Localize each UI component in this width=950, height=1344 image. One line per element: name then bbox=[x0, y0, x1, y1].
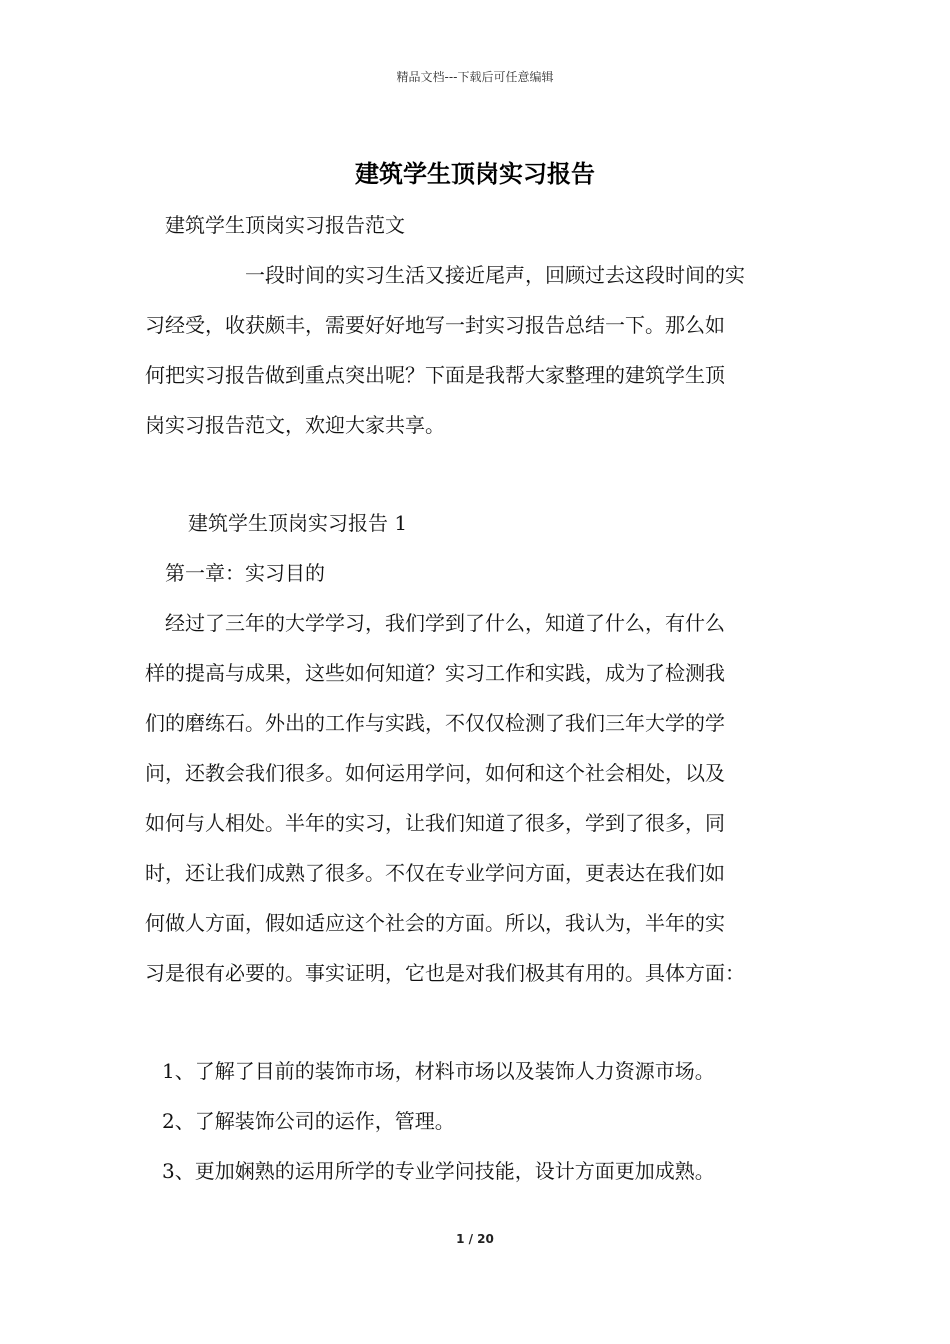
list-item: 1、了解了目前的装饰市场，材料市场以及装饰人力资源市场。 bbox=[162, 1059, 715, 1083]
paragraph-line: 们的磨练石。外出的工作与实践，不仅仅检测了我们三年大学的学 bbox=[145, 711, 725, 735]
paragraph-line: 问，还教会我们很多。如何运用学问，如何和这个社会相处，以及 bbox=[145, 761, 725, 785]
paragraph-line: 经过了三年的大学学习，我们学到了什么，知道了什么，有什么 bbox=[165, 611, 725, 635]
intro-line: 何把实习报告做到重点突出呢？下面是我帮大家整理的建筑学生顶 bbox=[145, 363, 725, 387]
chapter-heading: 第一章：实习目的 bbox=[165, 561, 325, 585]
intro-line: 习经受，收获颇丰，需要好好地写一封实习报告总结一下。那么如 bbox=[145, 313, 725, 337]
paragraph-line: 如何与人相处。半年的实习，让我们知道了很多，学到了很多，同 bbox=[145, 811, 725, 835]
list-item: 2、了解装饰公司的运作，管理。 bbox=[162, 1109, 455, 1133]
page-number: 1 / 20 bbox=[456, 1232, 494, 1246]
paragraph-line: 时，还让我们成熟了很多。不仅在专业学问方面，更表达在我们如 bbox=[145, 861, 725, 885]
document-subtitle: 建筑学生顶岗实习报告范文 bbox=[165, 213, 405, 237]
page-header: 精品文档---下载后可任意编辑 bbox=[396, 70, 554, 84]
section-heading: 建筑学生顶岗实习报告 1 bbox=[188, 511, 408, 535]
paragraph-line: 习是很有必要的。事实证明，它也是对我们极其有用的。具体方面： bbox=[145, 961, 745, 985]
document-title: 建筑学生顶岗实习报告 bbox=[355, 160, 595, 188]
paragraph-line: 样的提高与成果，这些如何知道？实习工作和实践，成为了检测我 bbox=[145, 661, 725, 685]
intro-line: 一段时间的实习生活又接近尾声，回顾过去这段时间的实 bbox=[245, 263, 745, 287]
list-item: 3、更加娴熟的运用所学的专业学问技能，设计方面更加成熟。 bbox=[162, 1159, 715, 1183]
intro-line: 岗实习报告范文，欢迎大家共享。 bbox=[145, 413, 445, 437]
paragraph-line: 何做人方面，假如适应这个社会的方面。所以，我认为，半年的实 bbox=[145, 911, 725, 935]
